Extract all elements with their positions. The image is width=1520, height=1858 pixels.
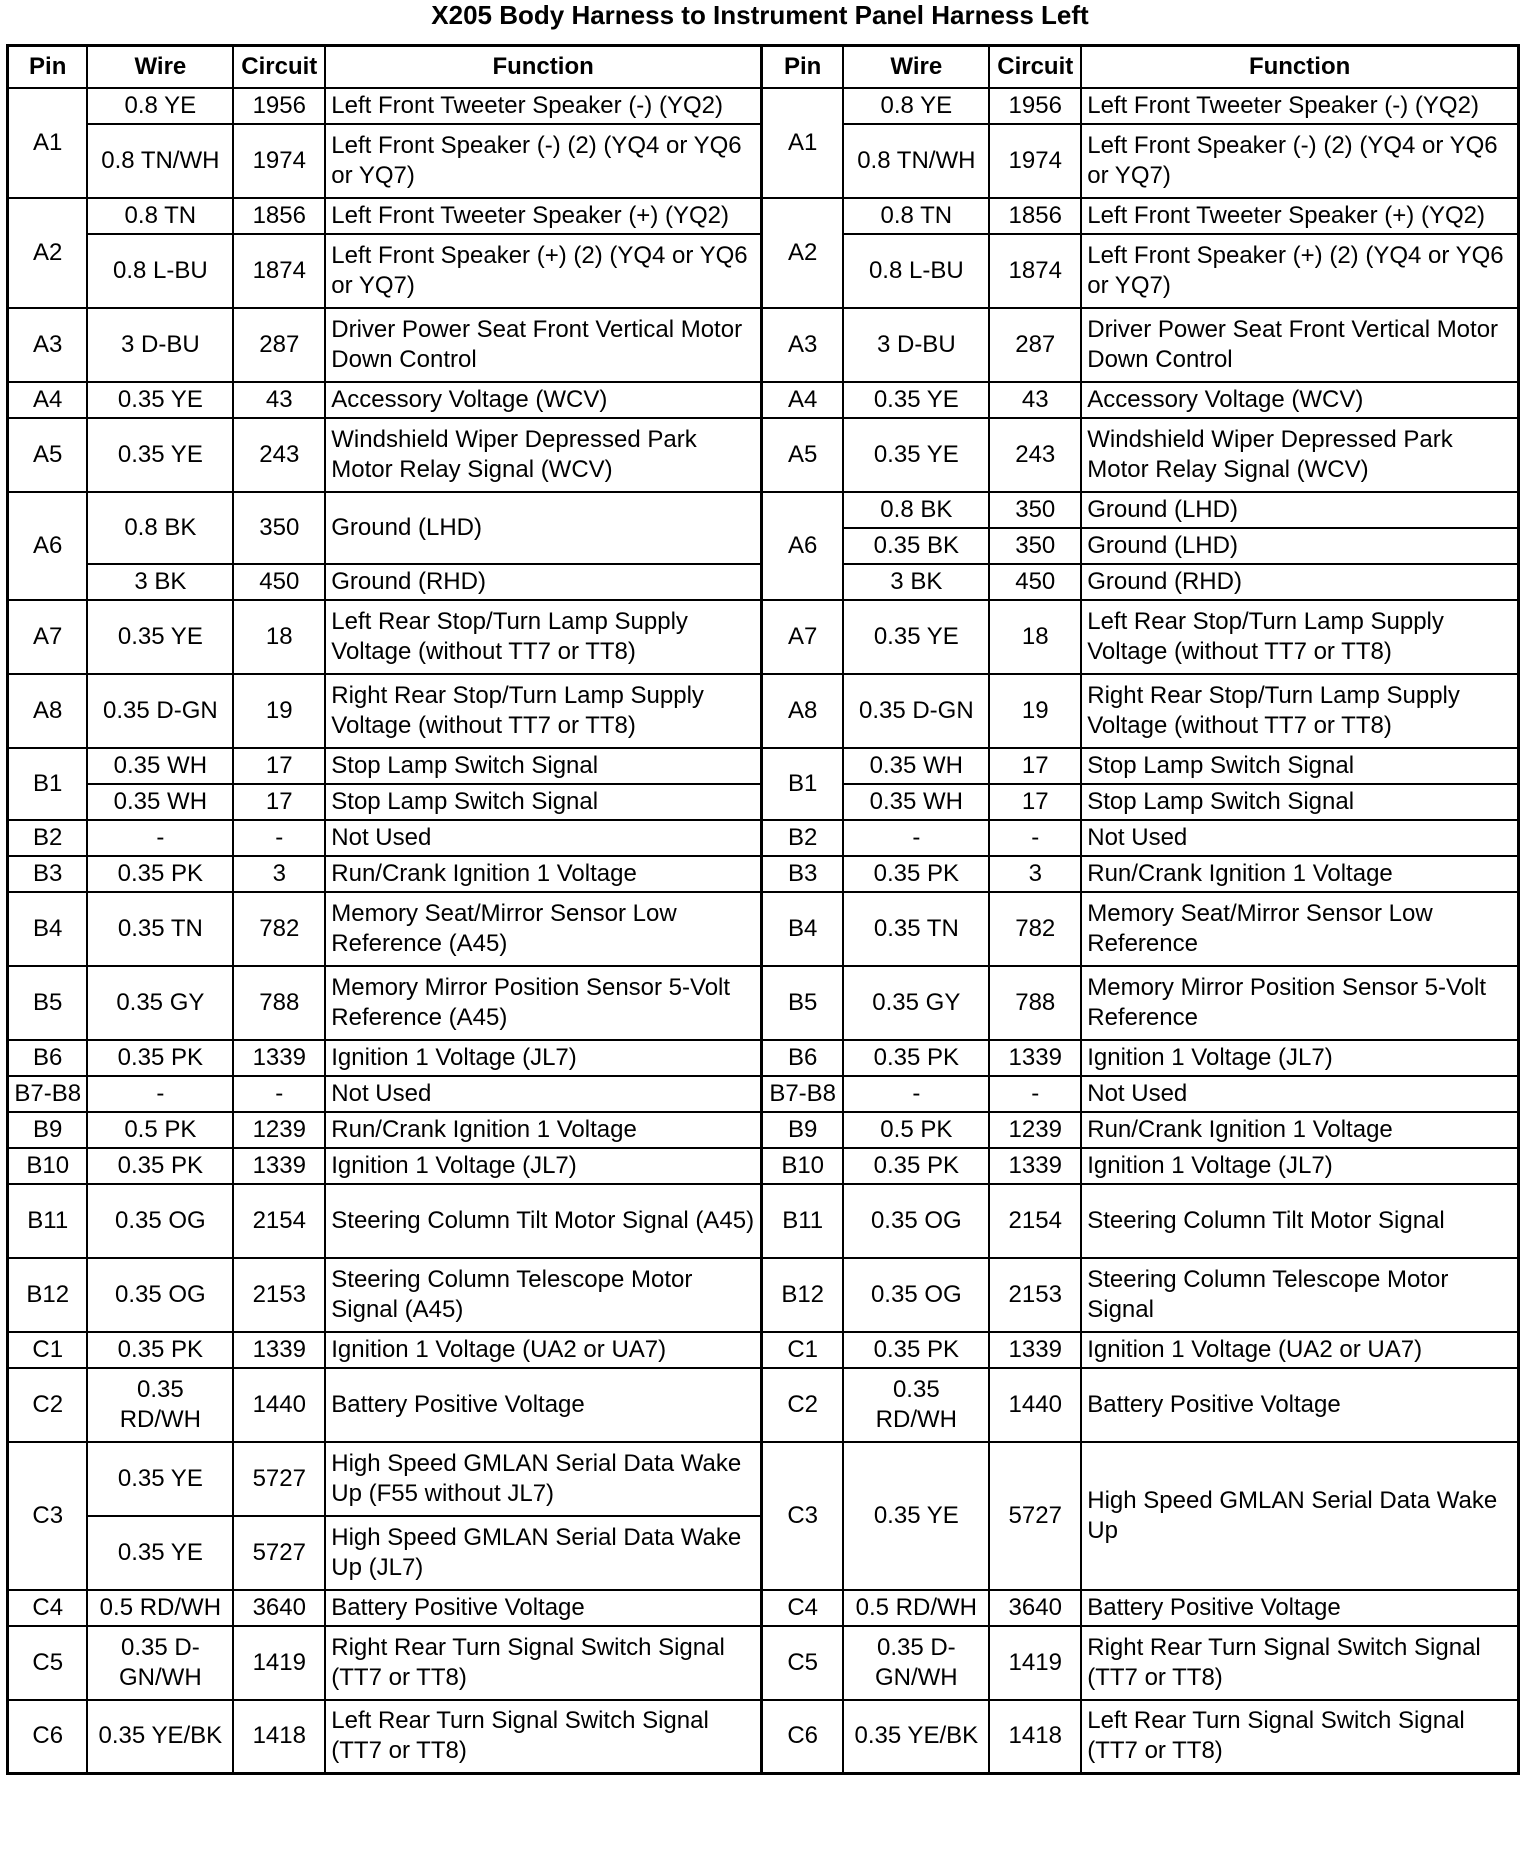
pin-cell: B5 [761, 966, 843, 1040]
pin-cell: A4 [761, 382, 843, 418]
function-cell: Stop Lamp Switch Signal [325, 784, 761, 820]
pin-cell: B2 [761, 820, 843, 856]
table-row [8, 1590, 1519, 1626]
circuit-cell: 1339 [989, 1148, 1081, 1184]
function-cell: Battery Positive Voltage [325, 1368, 761, 1442]
circuit-cell: 1974 [233, 124, 325, 198]
wire-cell: 0.35 PK [843, 1040, 989, 1076]
wire-cell: 0.35 YE [843, 418, 989, 492]
function-cell: Left Rear Turn Signal Switch Signal (TT7 or TT8) [325, 1700, 761, 1774]
wire-cell: 0.35 WH [843, 748, 989, 784]
pin-cell: B3 [8, 856, 88, 892]
function-cell: Driver Power Seat Front Vertical Motor Down Control [1081, 308, 1518, 382]
wire-cell: - [87, 820, 233, 856]
function-cell: Stop Lamp Switch Signal [1081, 784, 1518, 820]
circuit-cell: 782 [989, 892, 1081, 966]
wire-cell: 0.35 YE [87, 1442, 233, 1516]
circuit-cell: 1956 [989, 88, 1081, 124]
wire-cell: 0.8 TN/WH [87, 124, 233, 198]
wire-cell: - [87, 1076, 233, 1112]
pin-cell: A4 [8, 382, 88, 418]
wire-cell: 0.8 TN/WH [843, 124, 989, 198]
table-row [8, 492, 1519, 528]
pin-cell: A5 [761, 418, 843, 492]
function-cell: Left Front Tweeter Speaker (-) (YQ2) [325, 88, 761, 124]
pin-cell: C4 [8, 1590, 88, 1626]
circuit-cell: 1440 [989, 1368, 1081, 1442]
function-cell: Steering Column Telescope Motor Signal (A45) [325, 1258, 761, 1332]
circuit-cell: - [233, 1076, 325, 1112]
function-cell: Ground (RHD) [1081, 564, 1518, 600]
function-cell: High Speed GMLAN Serial Data Wake Up (JL7) [325, 1516, 761, 1590]
table-row [8, 674, 1519, 748]
wire-cell: 0.35 RD/WH [843, 1368, 989, 1442]
table-row [8, 966, 1519, 1040]
table-row [8, 1076, 1519, 1112]
pin-cell: C3 [761, 1442, 843, 1590]
wire-cell: 0.35 WH [843, 784, 989, 820]
pin-cell: C4 [761, 1590, 843, 1626]
circuit-cell: 19 [233, 674, 325, 748]
pin-cell: A1 [8, 88, 88, 198]
function-cell: Ignition 1 Voltage (JL7) [1081, 1148, 1518, 1184]
function-cell: Memory Seat/Mirror Sensor Low Reference [1081, 892, 1518, 966]
function-cell: Stop Lamp Switch Signal [1081, 748, 1518, 784]
function-cell: Right Rear Stop/Turn Lamp Supply Voltage (without TT7 or TT8) [1081, 674, 1518, 748]
table-row [8, 382, 1519, 418]
function-cell: Run/Crank Ignition 1 Voltage [1081, 1112, 1518, 1148]
function-cell: Run/Crank Ignition 1 Voltage [325, 856, 761, 892]
pin-cell: C2 [761, 1368, 843, 1442]
pin-cell: C6 [761, 1700, 843, 1774]
wire-cell: 0.35 PK [87, 856, 233, 892]
circuit-cell: 1440 [233, 1368, 325, 1442]
wire-cell: 0.35 PK [843, 1148, 989, 1184]
pin-cell: A6 [8, 492, 88, 600]
function-cell: Driver Power Seat Front Vertical Motor Down Control [325, 308, 761, 382]
function-cell: Battery Positive Voltage [1081, 1590, 1518, 1626]
header-row [8, 46, 1519, 88]
function-cell: Steering Column Tilt Motor Signal [1081, 1184, 1518, 1258]
header-wire: Wire [843, 46, 989, 88]
wire-cell: 0.35 D-GN/WH [87, 1626, 233, 1700]
function-cell: Memory Mirror Position Sensor 5-Volt Reference (A45) [325, 966, 761, 1040]
circuit-cell: 350 [989, 492, 1081, 528]
circuit-cell: 1239 [233, 1112, 325, 1148]
wire-cell: 0.35 RD/WH [87, 1368, 233, 1442]
circuit-cell: 1974 [989, 124, 1081, 198]
function-cell: Left Front Speaker (+) (2) (YQ4 or YQ6 or YQ7) [325, 234, 761, 308]
function-cell: Battery Positive Voltage [1081, 1368, 1518, 1442]
circuit-cell: 788 [233, 966, 325, 1040]
header-circuit: Circuit [989, 46, 1081, 88]
function-cell: Not Used [325, 1076, 761, 1112]
pin-cell: C3 [8, 1442, 88, 1590]
circuit-cell: 17 [989, 748, 1081, 784]
wire-cell: 0.35 WH [87, 748, 233, 784]
circuit-cell: 5727 [233, 1516, 325, 1590]
header-pin: Pin [761, 46, 843, 88]
pin-cell: B11 [8, 1184, 88, 1258]
wire-cell: 3 D-BU [87, 308, 233, 382]
function-cell: Not Used [325, 820, 761, 856]
header-wire: Wire [87, 46, 233, 88]
function-cell: Ignition 1 Voltage (JL7) [1081, 1040, 1518, 1076]
wire-cell: 0.35 YE [843, 1442, 989, 1590]
table-row [8, 88, 1519, 124]
table-row [8, 1184, 1519, 1258]
circuit-cell: 2154 [233, 1184, 325, 1258]
circuit-cell: 5727 [989, 1442, 1081, 1590]
function-cell: Not Used [1081, 820, 1518, 856]
wire-cell: 0.8 TN [843, 198, 989, 234]
wire-cell: 0.35 YE [87, 600, 233, 674]
circuit-cell: 3 [989, 856, 1081, 892]
wire-cell: 0.5 RD/WH [843, 1590, 989, 1626]
pin-cell: C5 [8, 1626, 88, 1700]
circuit-cell: 5727 [233, 1442, 325, 1516]
wire-cell: 3 D-BU [843, 308, 989, 382]
pin-cell: B5 [8, 966, 88, 1040]
pin-cell: A1 [761, 88, 843, 198]
table-row [8, 1258, 1519, 1332]
circuit-cell: - [989, 1076, 1081, 1112]
wire-cell: 0.35 TN [843, 892, 989, 966]
table-row [8, 1112, 1519, 1148]
header-circuit: Circuit [233, 46, 325, 88]
function-cell: Left Front Tweeter Speaker (+) (YQ2) [325, 198, 761, 234]
wire-cell: 0.35 YE [843, 600, 989, 674]
wire-cell: 3 BK [87, 564, 233, 600]
wire-cell: 0.8 YE [87, 88, 233, 124]
table-row [8, 748, 1519, 784]
function-cell: Memory Seat/Mirror Sensor Low Reference (A45) [325, 892, 761, 966]
function-cell: Left Front Tweeter Speaker (-) (YQ2) [1081, 88, 1518, 124]
table-row [8, 600, 1519, 674]
function-cell: Ignition 1 Voltage (UA2 or UA7) [1081, 1332, 1518, 1368]
circuit-cell: 2153 [233, 1258, 325, 1332]
circuit-cell: 1339 [233, 1332, 325, 1368]
function-cell: Not Used [1081, 1076, 1518, 1112]
pin-cell: A2 [761, 198, 843, 308]
wire-cell: 0.5 RD/WH [87, 1590, 233, 1626]
table-row [8, 856, 1519, 892]
wire-cell: 0.8 BK [87, 492, 233, 564]
pin-cell: B7-B8 [8, 1076, 88, 1112]
function-cell: Ground (LHD) [1081, 528, 1518, 564]
header-function: Function [1081, 46, 1518, 88]
function-cell: Memory Mirror Position Sensor 5-Volt Reference [1081, 966, 1518, 1040]
table-row [8, 1368, 1519, 1442]
function-cell: Windshield Wiper Depressed Park Motor Relay Signal (WCV) [325, 418, 761, 492]
table-row [8, 1332, 1519, 1368]
circuit-cell: 1418 [233, 1700, 325, 1774]
circuit-cell: 788 [989, 966, 1081, 1040]
table-row [8, 1626, 1519, 1700]
circuit-cell: 1856 [989, 198, 1081, 234]
pin-cell: B12 [761, 1258, 843, 1332]
wire-cell: 0.35 OG [843, 1184, 989, 1258]
function-cell: Left Front Speaker (+) (2) (YQ4 or YQ6 or YQ7) [1081, 234, 1518, 308]
wire-cell: 0.35 D-GN [87, 674, 233, 748]
circuit-cell: 17 [989, 784, 1081, 820]
circuit-cell: 243 [989, 418, 1081, 492]
circuit-cell: 17 [233, 784, 325, 820]
function-cell: Left Rear Stop/Turn Lamp Supply Voltage (without TT7 or TT8) [325, 600, 761, 674]
table-row [8, 198, 1519, 234]
circuit-cell: 2153 [989, 1258, 1081, 1332]
circuit-cell: 450 [989, 564, 1081, 600]
function-cell: Accessory Voltage (WCV) [1081, 382, 1518, 418]
pin-cell: A6 [761, 492, 843, 600]
wire-cell: 0.35 YE [87, 418, 233, 492]
wire-cell: 0.35 PK [87, 1040, 233, 1076]
table-row [8, 308, 1519, 382]
pin-cell: B7-B8 [761, 1076, 843, 1112]
circuit-cell: 3640 [233, 1590, 325, 1626]
table-row [8, 1148, 1519, 1184]
function-cell: Stop Lamp Switch Signal [325, 748, 761, 784]
pin-cell: A7 [761, 600, 843, 674]
wire-cell: 0.8 YE [843, 88, 989, 124]
function-cell: Steering Column Telescope Motor Signal [1081, 1258, 1518, 1332]
pin-cell: B4 [8, 892, 88, 966]
circuit-cell: 287 [989, 308, 1081, 382]
wire-cell: 0.35 PK [843, 856, 989, 892]
pin-cell: C6 [8, 1700, 88, 1774]
wire-cell: 0.35 TN [87, 892, 233, 966]
circuit-cell: 43 [233, 382, 325, 418]
pin-cell: B1 [8, 748, 88, 820]
circuit-cell: 782 [233, 892, 325, 966]
pin-cell: C1 [761, 1332, 843, 1368]
function-cell: Ground (LHD) [325, 492, 761, 564]
function-cell: Run/Crank Ignition 1 Voltage [1081, 856, 1518, 892]
wire-cell: - [843, 820, 989, 856]
wire-cell: 0.35 PK [87, 1332, 233, 1368]
function-cell: Ignition 1 Voltage (JL7) [325, 1148, 761, 1184]
pin-cell: B3 [761, 856, 843, 892]
function-cell: Left Front Speaker (-) (2) (YQ4 or YQ6 or YQ7) [1081, 124, 1518, 198]
pin-cell: B1 [761, 748, 843, 820]
circuit-cell: - [989, 820, 1081, 856]
circuit-cell: 1339 [989, 1332, 1081, 1368]
table-row [8, 1442, 1519, 1516]
wire-cell: 0.35 D-GN [843, 674, 989, 748]
connector-table [6, 44, 1520, 1775]
function-cell: Accessory Voltage (WCV) [325, 382, 761, 418]
circuit-cell: 3640 [989, 1590, 1081, 1626]
connector-table-container [6, 44, 1520, 1775]
pin-cell: B10 [761, 1148, 843, 1184]
circuit-cell: 450 [233, 564, 325, 600]
function-cell: Run/Crank Ignition 1 Voltage [325, 1112, 761, 1148]
circuit-cell: 1339 [233, 1148, 325, 1184]
wire-cell: - [843, 1076, 989, 1112]
wire-cell: 3 BK [843, 564, 989, 600]
circuit-cell: 287 [233, 308, 325, 382]
circuit-cell: 350 [233, 492, 325, 564]
wire-cell: 0.35 OG [87, 1184, 233, 1258]
wire-cell: 0.35 YE [87, 382, 233, 418]
circuit-cell: 18 [989, 600, 1081, 674]
circuit-cell: 1339 [989, 1040, 1081, 1076]
wire-cell: 0.35 OG [87, 1258, 233, 1332]
table-row [8, 820, 1519, 856]
function-cell: Left Front Tweeter Speaker (+) (YQ2) [1081, 198, 1518, 234]
circuit-cell: 1419 [233, 1626, 325, 1700]
circuit-cell: 1418 [989, 1700, 1081, 1774]
function-cell: Windshield Wiper Depressed Park Motor Relay Signal (WCV) [1081, 418, 1518, 492]
circuit-cell: 2154 [989, 1184, 1081, 1258]
pin-cell: C5 [761, 1626, 843, 1700]
pin-cell: B6 [761, 1040, 843, 1076]
circuit-cell: 18 [233, 600, 325, 674]
wire-cell: 0.35 YE [843, 382, 989, 418]
circuit-cell: 1419 [989, 1626, 1081, 1700]
pin-cell: A5 [8, 418, 88, 492]
wire-cell: 0.35 BK [843, 528, 989, 564]
table-row [8, 892, 1519, 966]
function-cell: Left Front Speaker (-) (2) (YQ4 or YQ6 or YQ7) [325, 124, 761, 198]
wire-cell: 0.8 BK [843, 492, 989, 528]
pin-cell: B2 [8, 820, 88, 856]
wire-cell: 0.35 YE/BK [87, 1700, 233, 1774]
pin-cell: B11 [761, 1184, 843, 1258]
table-row [8, 1040, 1519, 1076]
function-cell: Ground (LHD) [1081, 492, 1518, 528]
wire-cell: 0.35 WH [87, 784, 233, 820]
table-row [8, 418, 1519, 492]
wire-cell: 0.35 PK [87, 1148, 233, 1184]
pin-cell: B6 [8, 1040, 88, 1076]
header-function: Function [325, 46, 761, 88]
wire-cell: 0.35 GY [87, 966, 233, 1040]
circuit-cell: 3 [233, 856, 325, 892]
pin-cell: A8 [8, 674, 88, 748]
wire-cell: 0.35 YE/BK [843, 1700, 989, 1774]
circuit-cell: 1874 [233, 234, 325, 308]
circuit-cell: 1339 [233, 1040, 325, 1076]
function-cell: Ground (RHD) [325, 564, 761, 600]
pin-cell: C1 [8, 1332, 88, 1368]
circuit-cell: 1239 [989, 1112, 1081, 1148]
pin-cell: A7 [8, 600, 88, 674]
function-cell: Right Rear Stop/Turn Lamp Supply Voltage (without TT7 or TT8) [325, 674, 761, 748]
pin-cell: B9 [761, 1112, 843, 1148]
wire-cell: 0.35 PK [843, 1332, 989, 1368]
circuit-cell: 1956 [233, 88, 325, 124]
wire-cell: 0.8 TN [87, 198, 233, 234]
pin-cell: A3 [761, 308, 843, 382]
circuit-cell: 243 [233, 418, 325, 492]
table-row [8, 1700, 1519, 1774]
wire-cell: 0.5 PK [843, 1112, 989, 1148]
circuit-cell: - [233, 820, 325, 856]
page-title: X205 Body Harness to Instrument Panel Harness Left [431, 0, 1089, 30]
circuit-cell: 350 [989, 528, 1081, 564]
pin-cell: B9 [8, 1112, 88, 1148]
wire-cell: 0.35 OG [843, 1258, 989, 1332]
wire-cell: 0.5 PK [87, 1112, 233, 1148]
function-cell: Left Rear Stop/Turn Lamp Supply Voltage (without TT7 or TT8) [1081, 600, 1518, 674]
circuit-cell: 43 [989, 382, 1081, 418]
pin-cell: B4 [761, 892, 843, 966]
function-cell: Steering Column Tilt Motor Signal (A45) [325, 1184, 761, 1258]
function-cell: Left Rear Turn Signal Switch Signal (TT7 or TT8) [1081, 1700, 1518, 1774]
function-cell: High Speed GMLAN Serial Data Wake Up [1081, 1442, 1518, 1590]
function-cell: High Speed GMLAN Serial Data Wake Up (F55 without JL7) [325, 1442, 761, 1516]
function-cell: Ignition 1 Voltage (JL7) [325, 1040, 761, 1076]
wire-cell: 0.35 YE [87, 1516, 233, 1590]
function-cell: Battery Positive Voltage [325, 1590, 761, 1626]
pin-cell: C2 [8, 1368, 88, 1442]
wire-cell: 0.35 GY [843, 966, 989, 1040]
wire-cell: 0.8 L-BU [843, 234, 989, 308]
pin-cell: B10 [8, 1148, 88, 1184]
function-cell: Right Rear Turn Signal Switch Signal (TT7 or TT8) [1081, 1626, 1518, 1700]
function-cell: Right Rear Turn Signal Switch Signal (TT7 or TT8) [325, 1626, 761, 1700]
circuit-cell: 17 [233, 748, 325, 784]
pin-cell: A3 [8, 308, 88, 382]
pin-cell: A8 [761, 674, 843, 748]
circuit-cell: 1874 [989, 234, 1081, 308]
pin-cell: B12 [8, 1258, 88, 1332]
pin-cell: A2 [8, 198, 88, 308]
circuit-cell: 19 [989, 674, 1081, 748]
circuit-cell: 1856 [233, 198, 325, 234]
wire-cell: 0.8 L-BU [87, 234, 233, 308]
header-pin: Pin [8, 46, 88, 88]
wire-cell: 0.35 D-GN/WH [843, 1626, 989, 1700]
function-cell: Ignition 1 Voltage (UA2 or UA7) [325, 1332, 761, 1368]
